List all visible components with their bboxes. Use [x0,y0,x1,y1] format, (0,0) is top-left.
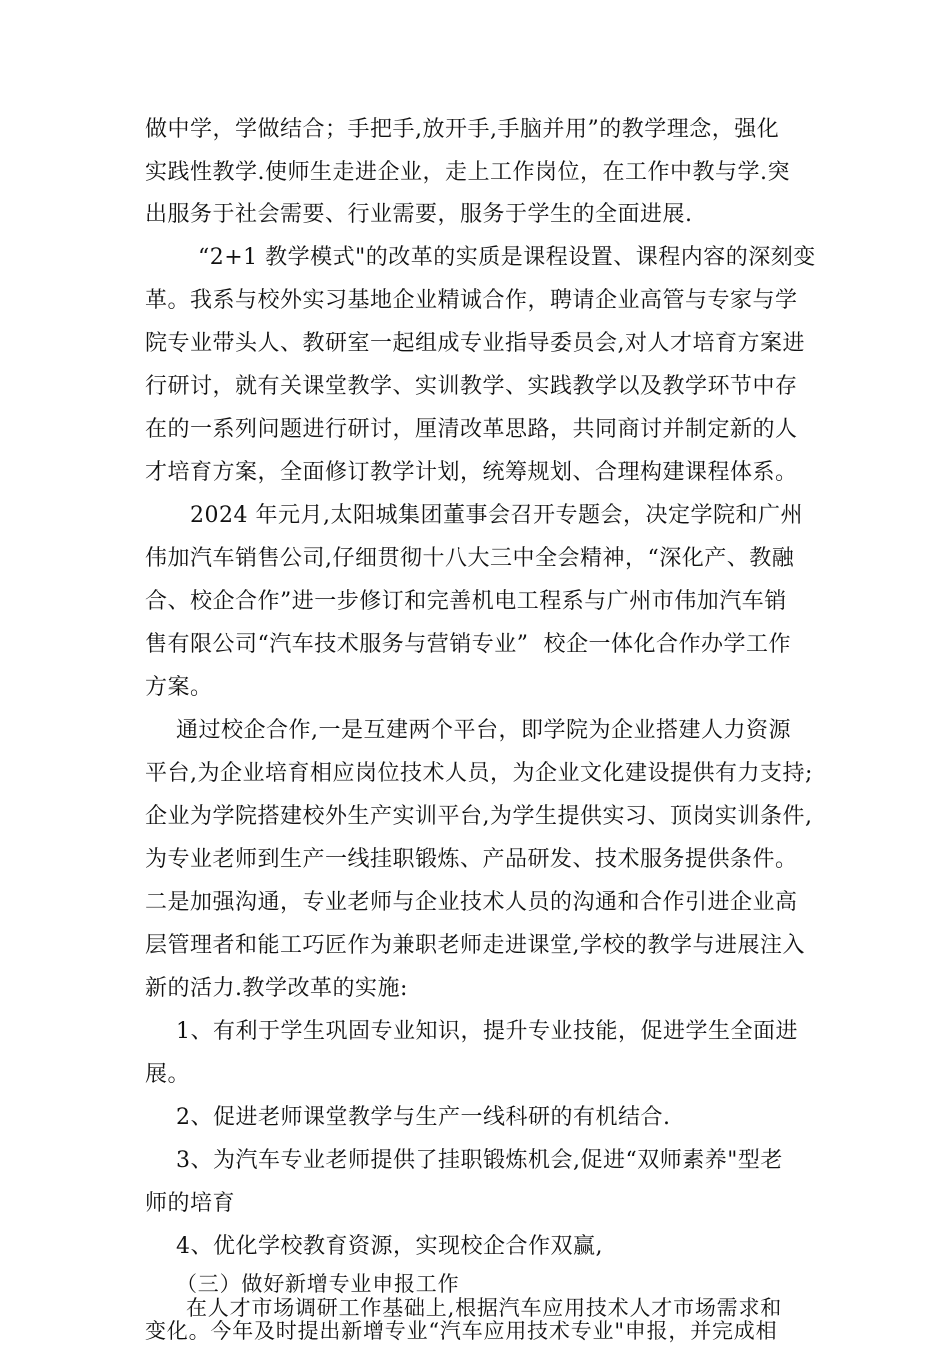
paragraph-line: 2024 年元月,太阳城集团董事会召开专题会，决定学院和广州 [190,503,803,528]
paragraph-line: 在的一系列问题进行研讨，厘清改革思路，共同商讨并制定新的人 [145,417,798,442]
list-item-line: 3、为汽车专业老师提供了挂职锻炼机会,促进“双师素养"型老 [176,1148,783,1173]
paragraph-line: 方案。 [145,675,213,700]
list-item-line: 展。 [145,1062,191,1087]
paragraph-line: 行研讨，就有关课堂教学、实训教学、实践教学以及教学环节中存 [145,374,798,399]
paragraph-line: 出服务于社会需要、行业需要，服务于学生的全面进展. [145,202,693,227]
paragraph-line: 平台,为企业培育相应岗位技术人员，为企业文化建设提供有力支持; [145,761,813,786]
paragraph-line: 伟加汽车销售公司,仔细贯彻十八大三中全会精神，“深化产、教融 [145,546,795,571]
list-item-line: 4、优化学校教育资源，实现校企合作双赢, [176,1234,603,1259]
paragraph-line: 二是加强沟通，专业老师与企业技术人员的沟通和合作引进企业高 [145,890,798,915]
paragraph-line: 实践性教学.使师生走进企业，走上工作岗位，在工作中教与学.突 [145,160,790,185]
paragraph-line: 合、校企合作”进一步修订和完善机电工程系与广州市伟加汽车销 [145,589,787,614]
paragraph-line: 变化。今年及时提出新增专业“汽车应用技术专业"申报，并完成相 [145,1319,778,1343]
paragraph-line: 为专业老师到生产一线挂职锻炼、产品研发、技术服务提供条件。 [145,847,798,872]
paragraph-line: 企业为学院搭建校外生产实训平台,为学生提供实习、顶岗实训条件, [145,804,813,829]
paragraph-line: 院专业带头人、教研室一起组成专业指导委员会,对人才培育方案进 [145,331,805,356]
list-item-line: 1、有利于学生巩固专业知识，提升专业技能，促进学生全面进 [176,1019,798,1044]
paragraph-line: 售有限公司“汽车技术服务与营销专业” 校企一体化合作办学工作 [145,632,791,657]
paragraph-line: 做中学，学做结合；手把手,放开手,手脑并用”的教学理念，强化 [145,117,780,142]
paragraph-line: 通过校企合作,一是互建两个平台，即学院为企业搭建人力资源 [176,718,791,743]
list-item-line: 2、促进老师课堂教学与生产一线科研的有机结合. [176,1105,671,1130]
list-item-line: 师的培育 [145,1191,236,1216]
paragraph-line: “2+1 教学模式"的改革的实质是课程设置、课程内容的深刻变 [198,245,816,270]
paragraph-line: 新的活力.教学改革的实施: [145,976,408,1001]
section-heading: （三）做好新增专业申报工作 [176,1272,460,1296]
paragraph-line: 在人才市场调研工作基础上,根据汽车应用技术人才市场需求和 [186,1296,783,1320]
paragraph-line: 才培育方案，全面修订教学计划，统筹规划、合理构建课程体系。 [145,460,798,485]
paragraph-line: 革。我系与校外实习基地企业精诚合作，聘请企业高管与专家与学 [145,288,798,313]
paragraph-line: 层管理者和能工巧匠作为兼职老师走进课堂,学校的教学与进展注入 [145,933,805,958]
